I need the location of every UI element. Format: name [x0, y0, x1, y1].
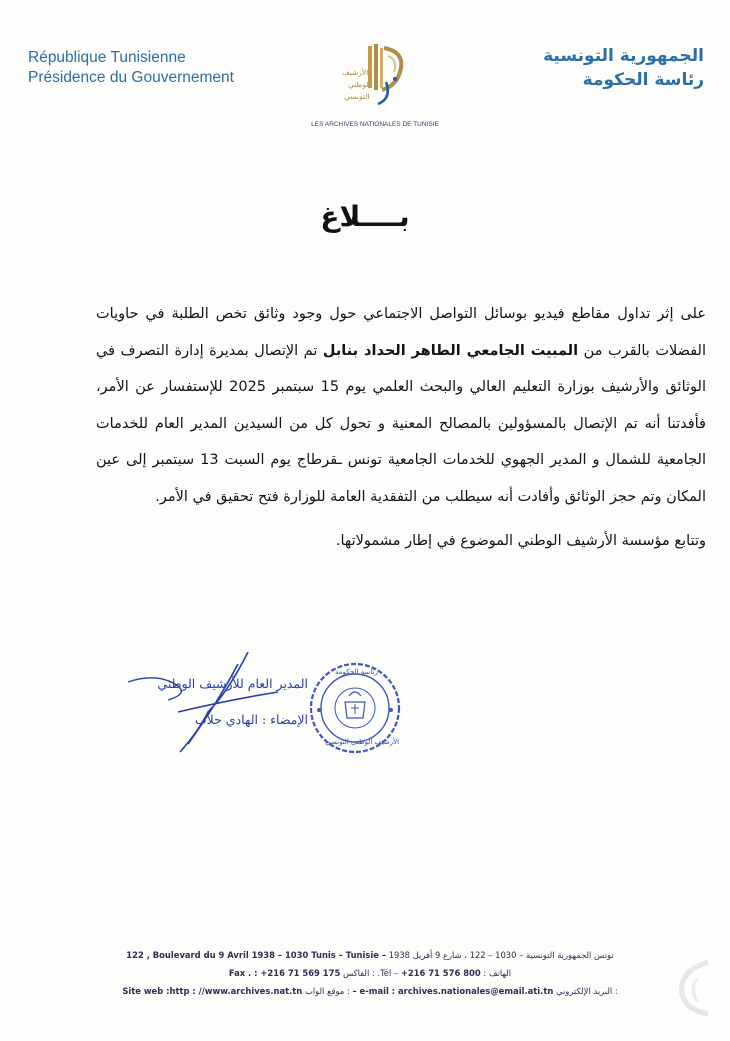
footer-web-line: [100, 982, 640, 1000]
body-paragraph-1: [96, 296, 706, 515]
header-republic-ar: الجمهورية التونسية: [543, 46, 704, 66]
footer-fax-ar: – Tél. : الفاكس: [342, 968, 399, 978]
footer-address-line: [100, 946, 640, 964]
logo-arabic-line3: التونسي: [344, 92, 370, 101]
footer-address-ar: تونس الجمهورية التونسية – 1030 – 122 ، شارع 9 أفريل 1938: [388, 950, 614, 960]
logo-arabic-line2: الوطني: [348, 80, 371, 89]
signature-name: الإمضاء : الهادي جلاب: [194, 712, 308, 727]
footer-email-ar: : البريد الإلكتروني: [556, 986, 618, 996]
footer-phone-ar: الهاتف :: [483, 968, 512, 978]
header-presidence-ar: رئاسة الحكومة: [582, 70, 704, 90]
footer-website[interactable]: Site web :http : //www.archives.nat.tn: [122, 986, 303, 996]
handwritten-signature-icon: [118, 652, 318, 762]
header-right: [543, 44, 704, 92]
logo-caption: LES ARCHIVES NATIONALES DE TUNISIE: [311, 121, 439, 128]
footer-email[interactable]: – e-mail : archives.nationales@email.ati.tn: [352, 986, 554, 996]
header-republic-fr: République Tunisienne: [28, 49, 186, 66]
footer-phone-line: [100, 964, 640, 982]
header-presidence-fr: Présidence du Gouvernement: [28, 69, 234, 86]
body-text-part-2: تم الإتصال بمديرة إدارة التصرف في الوثائق والأرشيف بوزارة التعليم العالي والبحث العلمي يوم 15 سبتمبر 2025 للإستفسار عن الأمر، فأفدتنا أنه تم الإتصال بالمسؤولين بالمصالح المعنية و تحول كل من السيدين المدير العام للخدمات الجامعية للشمال و المدير الجهوي للخدمات الجامعية تونس ـقرطاج يوم السبت 13 سبتمبر إلى عين المكان وتم حجز الوثائق وأفادت أنه سيطلب من التفقدية العامة للوزارة فتح تحقيق في الأمر.: [96, 342, 706, 505]
archives-logo-icon: [318, 42, 438, 122]
footer-website-ar: : موقع الواب: [304, 986, 350, 996]
footer-fax: Fax . : +216 71 569 175: [228, 968, 341, 978]
body-paragraph-2: وتتابع مؤسسة الأرشيف الوطني الموضوع في إطار مشمولاتها.: [335, 533, 706, 549]
corner-decoration-icon: [668, 958, 716, 1018]
document-title: بــــلاغ: [320, 200, 410, 233]
header-left: [28, 48, 234, 88]
seal-top-text: رئاسة الحكومة: [335, 668, 378, 676]
seal-bottom-text: الأرشيف الوطني التونسي: [325, 738, 400, 746]
official-seal: [305, 658, 405, 758]
body-text-part-1: على إثر تداول مقاطع فيديو بوسائل التواصل الاجتماعي حول وجود وثائق تخص الطلبة في حاويات الفضلات بالقرب من: [96, 306, 706, 359]
footer-phone: +216 71 576 800: [400, 968, 481, 978]
logo-arabic-line1: الأرشيف: [342, 68, 369, 77]
footer-contact: [100, 946, 640, 1000]
body-text-dormitory: المبيت الجامعي الطاهر الحداد بنابل: [322, 342, 579, 359]
signature-title: المدير العام للأرشيف الوطني: [157, 676, 308, 691]
footer-address-fr: 122 , Boulevard du 9 Avril 1938 – 1030 Tunis – Tunisie –: [126, 950, 387, 960]
signature-block: [118, 672, 308, 762]
communique-body: [96, 296, 706, 560]
